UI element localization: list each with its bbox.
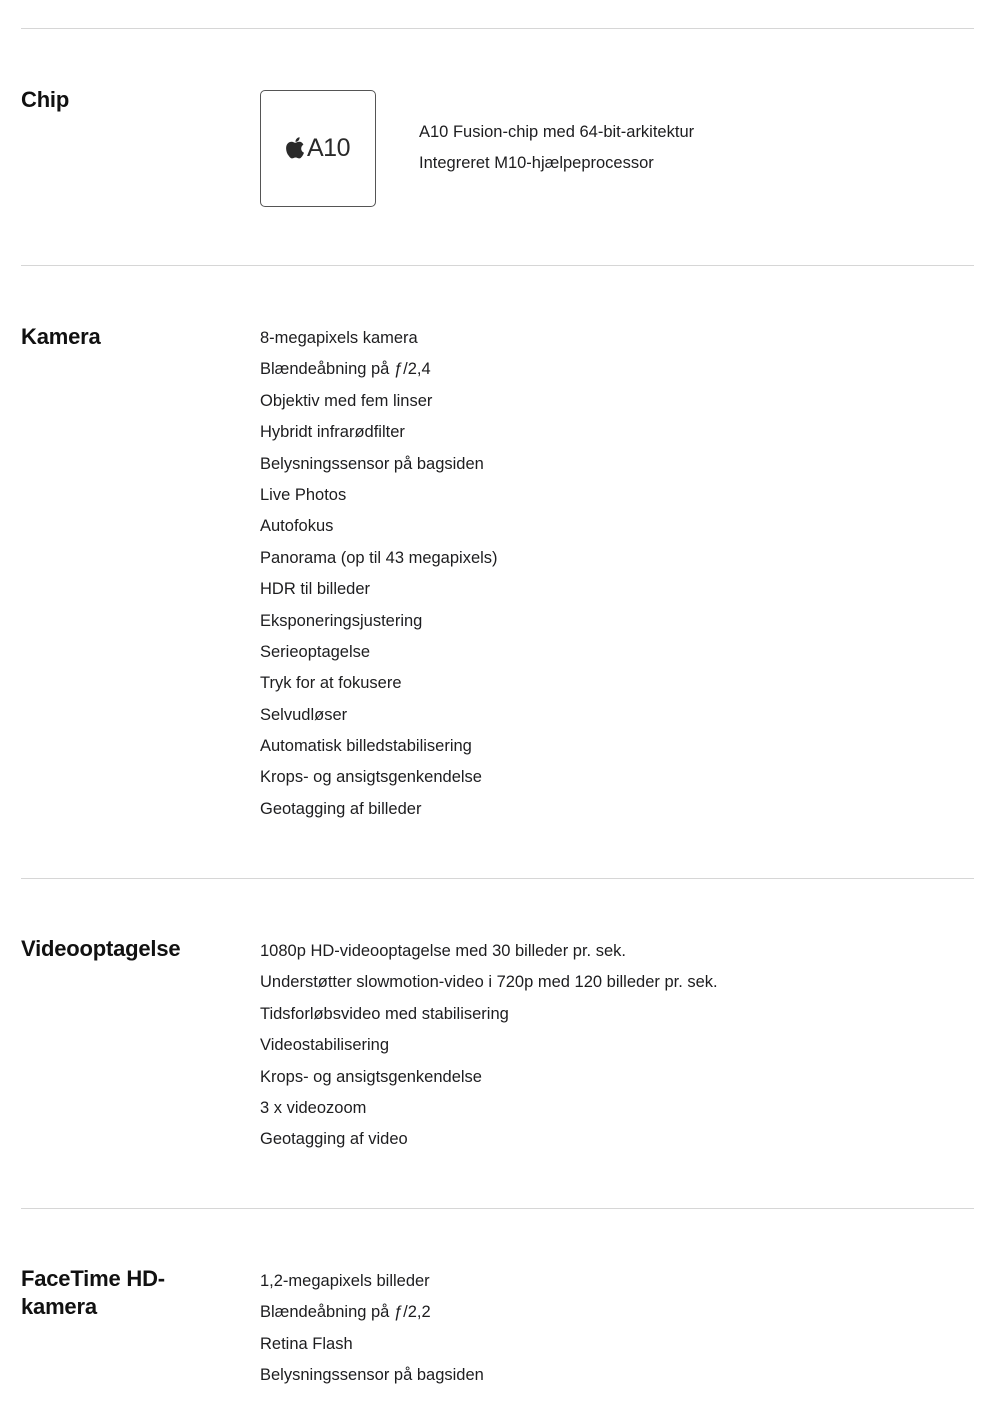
list-item: Automatisk billedstabilisering: [260, 737, 472, 756]
chip-badge-label: A10: [307, 134, 350, 162]
list-item: Geotagging af billeder: [260, 799, 422, 818]
list-item: 3 x videozoom: [260, 1098, 367, 1117]
list-item: Krops- og ansigtsgenkendelse: [260, 1067, 482, 1086]
list-item: Autofokus: [260, 517, 334, 536]
apple-logo-icon: [286, 136, 306, 160]
list-item: Blændeåbning på ƒ/2,2: [260, 1303, 431, 1322]
facetime-spec-list: [260, 1266, 484, 1392]
section-divider: [21, 878, 974, 879]
chip-spec-list: [419, 117, 694, 180]
list-item: Belysningssensor på bagsiden: [260, 1366, 484, 1385]
list-item: Belysningssensor på bagsiden: [260, 454, 484, 473]
section-title-camera: Kamera: [21, 324, 101, 349]
list-item: Tidsforløbsvideo med stabilisering: [260, 1004, 509, 1023]
section-title-chip: Chip: [21, 87, 70, 112]
list-item: A10 Fusion-chip med 64-bit-arkitektur: [419, 123, 695, 141]
section-title-video: Videooptagelse: [21, 936, 181, 961]
list-item: Videostabilisering: [260, 1036, 390, 1055]
list-item: Live Photos: [260, 485, 347, 504]
list-item: Panorama (op til 43 megapixels): [260, 548, 498, 567]
video-spec-list: [260, 936, 718, 1156]
list-item: 1,2-megapixels billeder: [260, 1272, 430, 1290]
section-divider: [21, 265, 974, 266]
list-item: Retina Flash: [260, 1334, 353, 1353]
chip-badge: [260, 90, 376, 207]
list-item: Tryk for at fokusere: [260, 674, 402, 693]
list-item: Krops- og ansigtsgenkendelse: [260, 768, 482, 787]
list-item: Selvudløser: [260, 705, 348, 724]
list-item: Eksponeringsjustering: [260, 611, 423, 630]
list-item: Serieoptagelse: [260, 642, 371, 661]
list-item: 8-megapixels kamera: [260, 329, 418, 347]
list-item: 1080p HD-videooptagelse med 30 billeder pr. sek.: [260, 942, 626, 960]
list-item: Blændeåbning på ƒ/2,4: [260, 360, 431, 379]
section-divider: [21, 1208, 974, 1209]
list-item: Understøtter slowmotion-video i 720p med 120 billeder pr. sek.: [260, 973, 718, 992]
section-title-facetime: FaceTime HD-kamera: [21, 1266, 165, 1319]
list-item: Objektiv med fem linser: [260, 391, 433, 410]
list-item: Geotagging af video: [260, 1130, 408, 1149]
list-item: HDR til billeder: [260, 580, 371, 599]
section-divider: [21, 28, 974, 29]
list-item: Integreret M10-hjælpeprocessor: [419, 154, 654, 173]
list-item: Hybridt infrarødfilter: [260, 423, 405, 442]
camera-spec-list: [260, 323, 498, 825]
